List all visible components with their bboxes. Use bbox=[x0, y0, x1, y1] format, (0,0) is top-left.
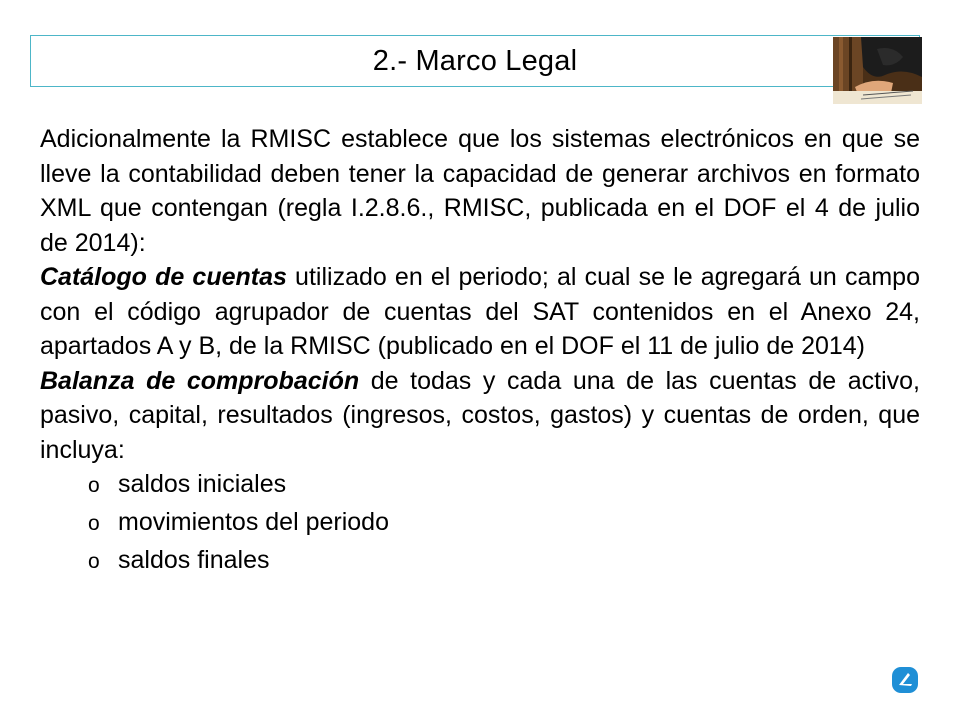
bullet-marker: o bbox=[88, 512, 100, 535]
list-item-text: saldos finales bbox=[118, 546, 270, 574]
catalog-term: Catálogo de cuentas bbox=[40, 263, 287, 291]
list-item bbox=[40, 467, 920, 505]
bullet-marker: o bbox=[88, 474, 100, 497]
page-title: 2.- Marco Legal bbox=[372, 44, 578, 77]
balance-paragraph bbox=[40, 364, 920, 468]
list-item bbox=[40, 505, 920, 543]
catalog-paragraph bbox=[40, 260, 920, 364]
list-item-text: saldos iniciales bbox=[118, 470, 287, 498]
catalog-description: utilizado en el periodo; al cual se le agregará un campo con el código agrupador de cuentas del SAT contenidos en el Anexo 24, apartados A y B, de la RMISC (publicado en el DOF el 11 de julio de 2014) bbox=[40, 263, 920, 360]
title-box bbox=[30, 35, 920, 87]
balance-items-list bbox=[40, 467, 920, 581]
legal-photo bbox=[833, 37, 922, 104]
balance-term: Balanza de comprobación bbox=[40, 366, 360, 395]
brand-logo-icon bbox=[890, 665, 920, 695]
bullet-marker: o bbox=[88, 550, 100, 573]
balance-description: de todas y cada una de las cuentas de activo, pasivo, capital, resultados (ingresos, costos, gastos) y cuentas de orden, que incluya: bbox=[40, 366, 920, 464]
list-item-text: movimientos del periodo bbox=[118, 508, 389, 536]
intro-paragraph: Adicionalmente la RMISC establece que los sistemas electrónicos en que se lleve la contabilidad deben tener la capacidad de generar archivos en formato XML que contengan (regla I.2.8.6., RMISC, publicada en el DOF el 4 de julio de 2014): bbox=[40, 125, 920, 257]
main-content bbox=[40, 122, 920, 581]
list-item bbox=[40, 543, 920, 581]
